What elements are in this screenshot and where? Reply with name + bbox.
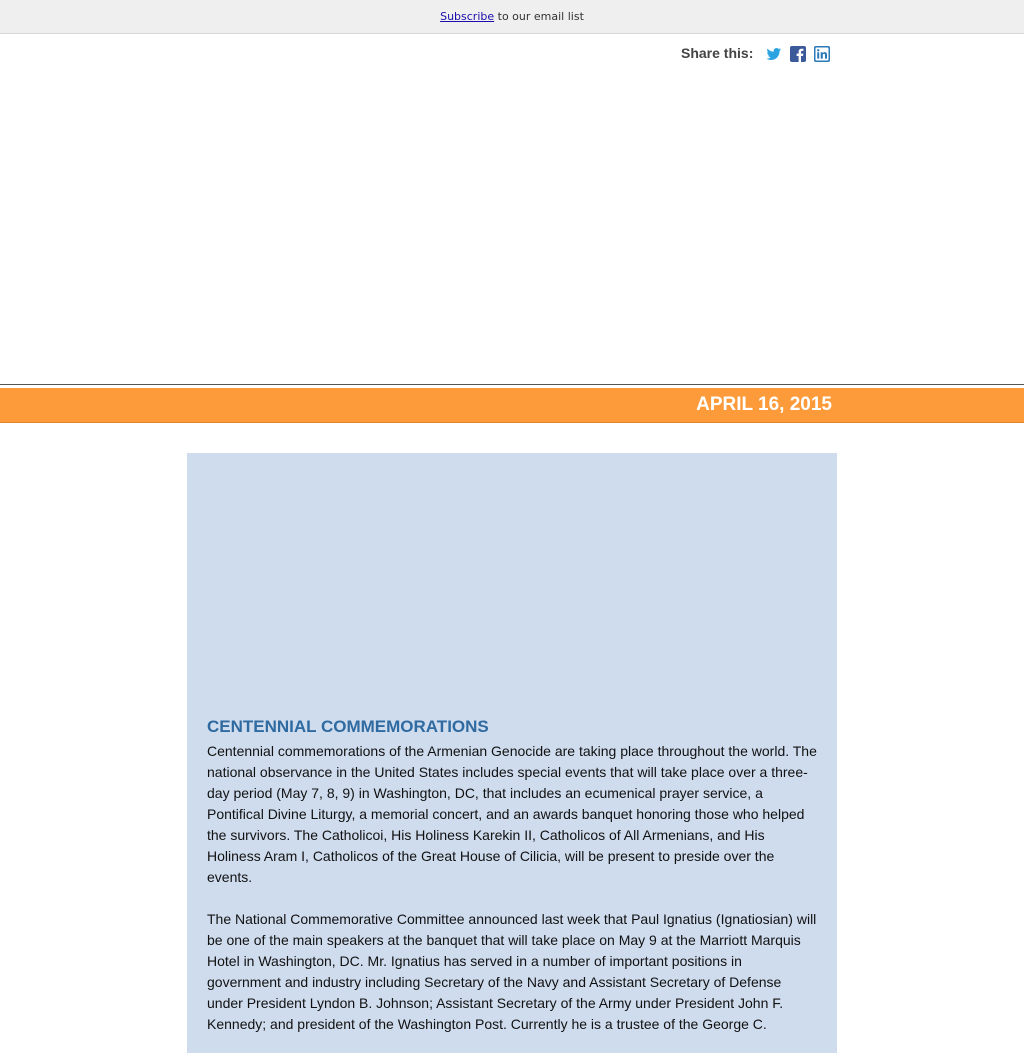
article-heading: CENTENNIAL COMMEMORATIONS bbox=[207, 717, 489, 736]
share-label: Share this: bbox=[681, 45, 754, 61]
twitter-icon[interactable] bbox=[766, 46, 782, 62]
issue-date: APRIL 16, 2015 bbox=[696, 394, 832, 415]
article-content bbox=[207, 716, 819, 1056]
share-bar bbox=[681, 44, 838, 64]
linkedin-icon[interactable] bbox=[814, 46, 830, 62]
header-divider bbox=[0, 384, 1024, 385]
article-paragraph: The National Commemorative Committee announced last week that Paul Ignatius (Ignatiosian) will be one of the main speakers at the banquet that will take place on May 9 at the Marriott Marquis Hotel in Washington, DC. Mr. Ignatius has served in a number of important positions in government and industry including Secretary of the Navy and Assistant Secretary of Defense under President Lyndon B. Johnson; Assistant Secretary of the Army under President John F. Kennedy; and president of the Washington Post. Currently he is a trustee of the George C. bbox=[207, 911, 817, 1032]
article-card bbox=[187, 453, 837, 1053]
date-banner bbox=[0, 388, 1024, 423]
facebook-icon[interactable] bbox=[790, 46, 806, 62]
subscribe-link[interactable]: Subscribe bbox=[440, 10, 495, 23]
subscribe-text: to our email list bbox=[494, 10, 584, 23]
article-paragraph: Centennial commemorations of the Armenian Genocide are taking place throughout the world. The national observance in the United States includes special events that will take place over a three-day period (May 7, 8, 9) in Washington, DC, that includes an ecumenical prayer service, a Pontifical Divine Liturgy, a memorial concert, and an awards banquet honoring those who helped the survivors. The Catholicoi, His Holiness Karekin II, Catholicos of All Armenians, and His Holiness Aram I, Catholicos of the Great House of Cilicia, will be present to preside over the events. bbox=[207, 743, 817, 885]
subscribe-bar bbox=[0, 0, 1024, 34]
